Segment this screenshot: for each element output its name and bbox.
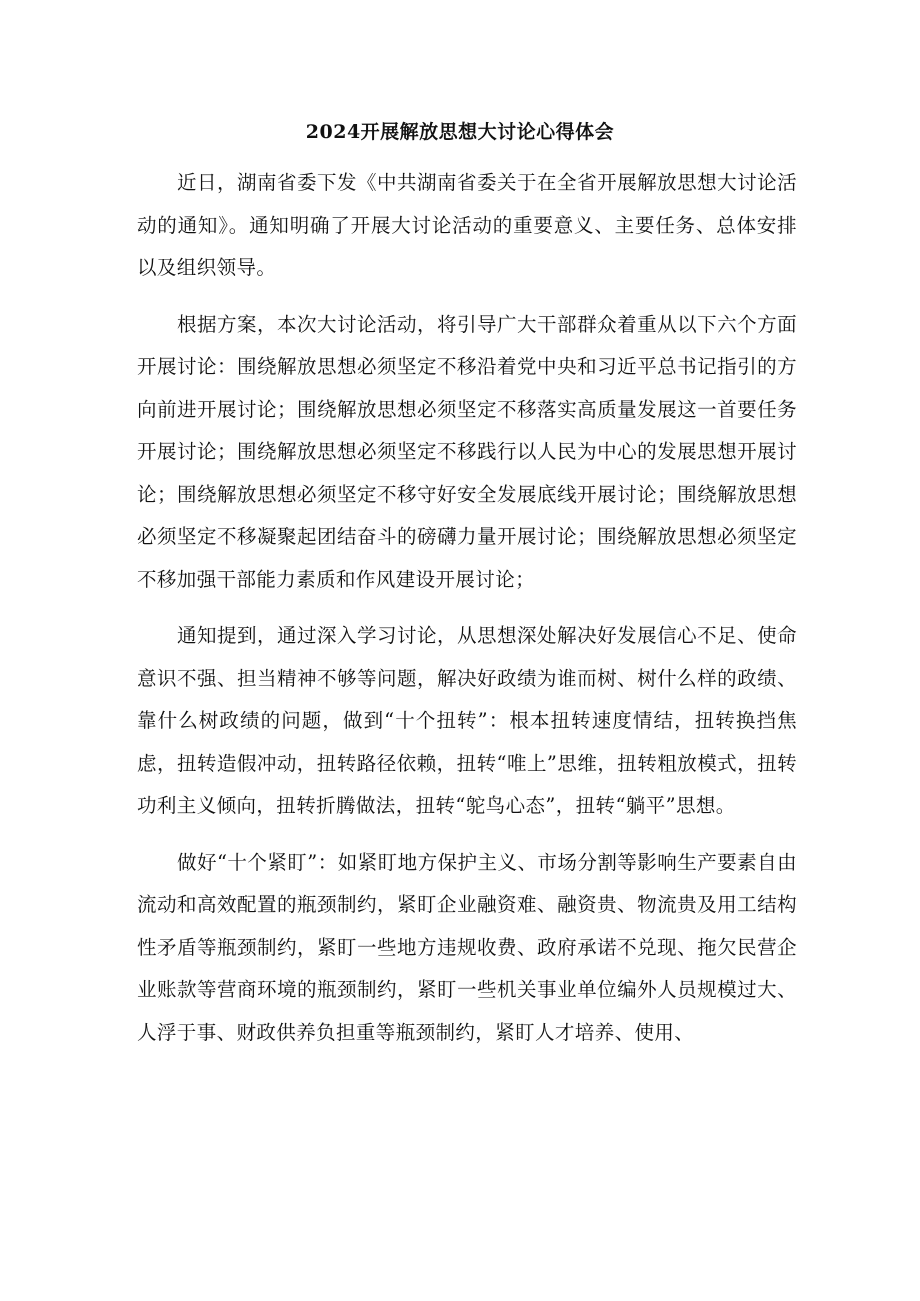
paragraph-2: 根据方案，本次大讨论活动，将引导广大干部群众着重从以下六个方面开展讨论：围绕解放思想必须坚定不移沿着党中央和习近平总书记指引的方向前进开展讨论；围绕解放思想必须坚定不移落实高质量发展这一首要任务开展讨论；围绕解放思想必须坚定不移践行以人民为中心的发展思想开展讨论；围绕解放思想必须坚定不移守好安全发展底线开展讨论；围绕解放思想必须坚定不移凝聚起团结奋斗的磅礴力量开展讨论；围绕解放思想必须坚定不移加强干部能力素质和作风建设开展讨论； bbox=[137, 312, 797, 591]
paragraph-1: 近日，湖南省委下发《中共湖南省委关于在全省开展解放思想大讨论活动的通知》。通知明确了开展大讨论活动的重要意义、主要任务、总体安排以及组织领导。 bbox=[137, 171, 797, 279]
paragraph-3: 通知提到，通过深入学习讨论，从思想深处解决好发展信心不足、使命意识不强、担当精神不够等问题，解决好政绩为谁而树、树什么样的政绩、靠什么树政绩的问题，做到“十个扭转”：根本扭转速度情结，扭转换挡焦虑，扭转造假冲动，扭转路径依赖，扭转“唯上”思维，扭转粗放模式，扭转功利主义倾向，扭转折腾做法，扭转“鸵鸟心态”，扭转“躺平”思想。 bbox=[137, 624, 797, 817]
paragraph-4: 做好“十个紧盯”：如紧盯地方保护主义、市场分割等影响生产要素自由流动和高效配置的瓶颈制约，紧盯企业融资难、融资贵、物流贵及用工结构性矛盾等瓶颈制约，紧盯一些地方违规收费、政府承诺不兑现、拖欠民营企业账款等营商环境的瓶颈制约，紧盯一些机关事业单位编外人员规模过大、人浮于事、财政供养负担重等瓶颈制约，紧盯人才培养、使用、 bbox=[137, 850, 797, 1044]
document-title: 2024开展解放思想大讨论心得体会 bbox=[305, 121, 615, 143]
document-body bbox=[137, 162, 797, 1068]
